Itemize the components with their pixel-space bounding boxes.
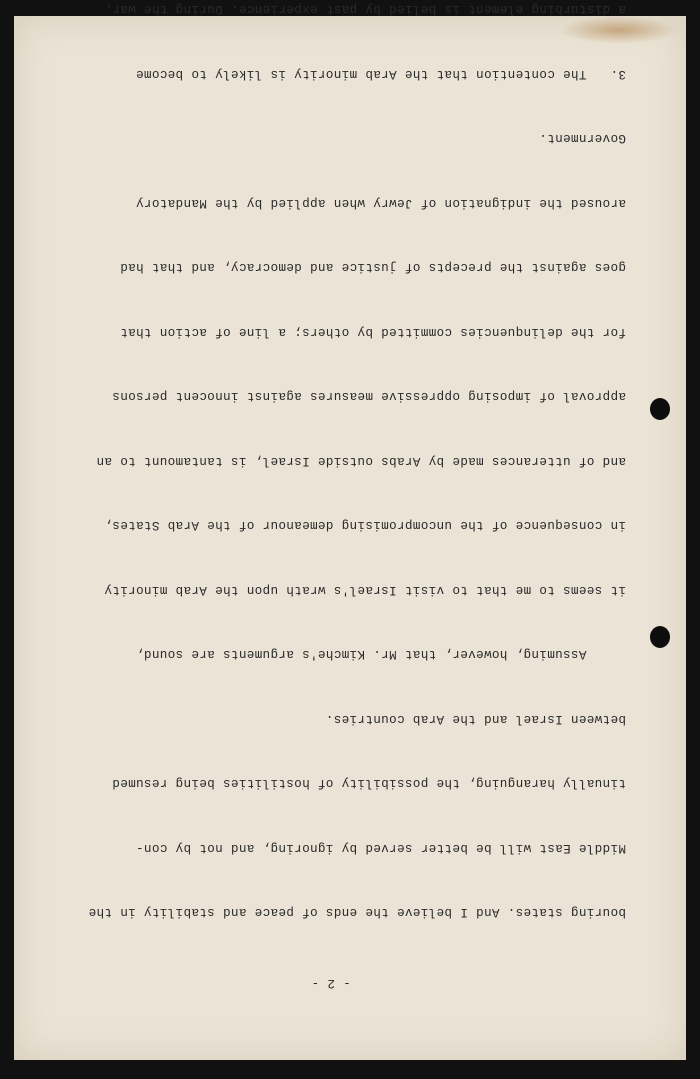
text-line: Assuming, however, that Mr. Kimche's arguments are sound, xyxy=(135,647,626,662)
text-line: aroused the indignation of Jewry when applied by the Mandatory xyxy=(135,196,626,210)
text-line: in consequence of the uncompromising demeanour of the Arab States, xyxy=(104,518,626,533)
text-line: a disturbing element is belied by past experience. During the war, xyxy=(104,2,626,17)
upside-down-content xyxy=(14,2,686,1060)
text-line: tinually haranguing, the possibility of hostilities being resumed xyxy=(112,776,626,791)
text-line: Middle East will be better served by ignoring, and not by con- xyxy=(135,841,626,855)
text-line: approval of imposing oppressive measures against innocent persons xyxy=(112,389,626,404)
text-line: for the delinquencies committed by others; a line of action that xyxy=(119,325,626,339)
text-line: between Israel and the Arab countries. xyxy=(325,712,626,726)
text-line: Government. xyxy=(539,131,626,146)
text-line: and of utterances made by Arabs outside Israel, is tantamount to an xyxy=(96,454,626,468)
page-number: - 2 - xyxy=(311,976,351,990)
text-line: 3. The contention that the Arab minority is likely to become xyxy=(135,67,626,81)
text-line: it seems to me that to visit Israel's wrath upon the Arab minority xyxy=(104,583,626,597)
text-line: bouring states. And I believe the ends of peace and stability in the xyxy=(88,905,626,920)
text-line: goes against the precepts of justice and democracy, and that had xyxy=(119,260,626,275)
typed-text-block xyxy=(36,0,626,1036)
document-page xyxy=(14,2,686,1060)
